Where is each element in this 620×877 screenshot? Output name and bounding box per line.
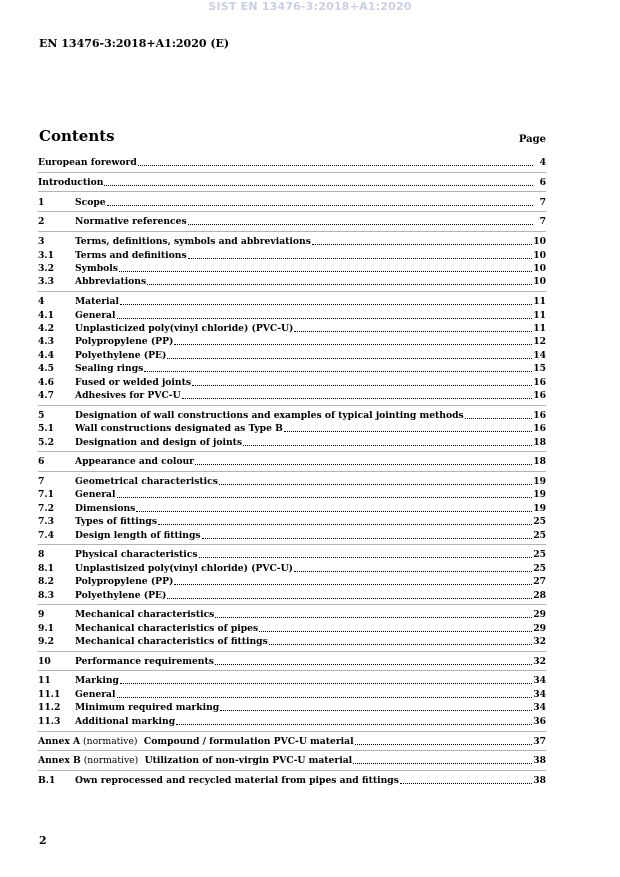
toc-entry-title-text: Design length of fittings xyxy=(75,530,201,541)
toc-entry-title-text: Minimum required marking xyxy=(75,702,220,713)
toc-entry-title xyxy=(75,377,191,388)
toc-entry[interactable] xyxy=(38,308,546,321)
toc-entry-title xyxy=(75,609,214,620)
toc-entry[interactable] xyxy=(38,408,546,421)
toc-entry-page: 25 xyxy=(533,549,546,560)
toc-entry-page: 29 xyxy=(533,623,546,634)
page-column-label: Page xyxy=(518,134,546,145)
toc-entry[interactable] xyxy=(38,673,546,686)
toc-entry-title xyxy=(75,310,116,321)
toc-entry[interactable] xyxy=(38,621,546,634)
toc-leader-dots xyxy=(199,556,533,558)
toc-separator xyxy=(38,231,546,232)
toc-separator xyxy=(38,544,546,545)
toc-entry[interactable] xyxy=(38,175,546,188)
toc-entry-page: 11 xyxy=(533,323,546,334)
toc-entry-title-text: Terms and definitions xyxy=(75,250,187,261)
toc-leader-dots xyxy=(117,317,533,319)
toc-entry-title xyxy=(75,489,116,500)
toc-entry-number: 4.3 xyxy=(38,336,54,347)
toc-entry[interactable] xyxy=(38,454,546,467)
toc-entry-number: 5.1 xyxy=(38,423,54,434)
toc-separator xyxy=(38,731,546,732)
toc-entry-title-text: Fused or welded joints xyxy=(75,377,192,388)
toc-entry-page: 25 xyxy=(533,530,546,541)
toc-entry-number: 3.3 xyxy=(38,276,54,287)
toc-entry-title xyxy=(75,675,119,686)
toc-separator xyxy=(38,670,546,671)
toc-leader-dots xyxy=(147,283,532,285)
toc-entry[interactable] xyxy=(38,773,546,786)
toc-entry[interactable] xyxy=(38,361,546,374)
toc-separator xyxy=(38,191,546,192)
toc-entry-page: 7 xyxy=(539,216,546,227)
toc-entry-title xyxy=(75,456,194,467)
toc-entry-title xyxy=(75,410,464,421)
annex-title: Compound / formulation PVC-U material xyxy=(137,736,354,747)
toc-entry-number: 2 xyxy=(38,216,45,227)
toc-entry-page: 29 xyxy=(533,609,546,620)
toc-leader-dots xyxy=(284,430,532,432)
toc-entry-page: 19 xyxy=(533,503,546,514)
toc-entry-page: 11 xyxy=(533,310,546,321)
toc-entry-title xyxy=(38,157,137,168)
toc-entry-title xyxy=(75,276,146,287)
toc-entry-title-text: European foreword xyxy=(38,157,137,168)
toc-separator xyxy=(38,451,546,452)
toc-separator xyxy=(38,211,546,212)
toc-entry[interactable] xyxy=(38,588,546,601)
toc-entry-page: 37 xyxy=(533,736,546,747)
toc-entry-title xyxy=(75,549,198,560)
toc-entry[interactable] xyxy=(38,474,546,487)
toc-entry-number: 7.3 xyxy=(38,516,54,527)
toc-entry-title xyxy=(75,656,214,667)
toc-leader-dots xyxy=(294,570,532,572)
toc-leader-dots xyxy=(120,682,532,684)
toc-entry-title-text: Unplastisized poly(vinyl chloride) (PVC-U) xyxy=(75,563,293,574)
toc-entry-title xyxy=(75,423,283,434)
toc-entry-title-text: Physical characteristics xyxy=(75,549,198,560)
toc-leader-dots xyxy=(174,583,532,585)
toc-entry-number: 3 xyxy=(38,236,45,247)
toc-entry-page: 34 xyxy=(533,675,546,686)
toc-entry-title xyxy=(75,775,399,786)
toc-entry[interactable] xyxy=(38,195,546,208)
toc-entry-number: 8.1 xyxy=(38,563,54,574)
toc-entry-title xyxy=(75,623,258,634)
toc-entry[interactable] xyxy=(38,321,546,334)
toc-entry-title xyxy=(75,702,219,713)
toc-entry-title-text: Polypropylene (PP) xyxy=(75,576,174,587)
toc-entry[interactable] xyxy=(38,700,546,713)
toc-entry-page: 4 xyxy=(539,157,546,168)
toc-entry-title-text: Annex B xyxy=(38,755,81,766)
toc-entry[interactable] xyxy=(38,155,546,168)
toc-entry[interactable] xyxy=(38,261,546,274)
toc-separator xyxy=(38,172,546,173)
toc-leader-dots xyxy=(192,384,532,386)
toc-entry-title-text: General xyxy=(75,310,116,321)
toc-entry-page: 25 xyxy=(533,516,546,527)
toc-entry-title xyxy=(38,177,103,188)
toc-entry[interactable] xyxy=(38,501,546,514)
toc-entry[interactable] xyxy=(38,435,546,448)
toc-leader-dots xyxy=(119,270,532,272)
toc-entry[interactable] xyxy=(38,654,546,667)
toc-entry[interactable] xyxy=(38,607,546,620)
toc-separator xyxy=(38,471,546,472)
toc-entry-title xyxy=(75,503,135,514)
toc-entry-title-text: Mechanical characteristics of fittings xyxy=(75,636,268,647)
toc-entry-page: 14 xyxy=(533,350,546,361)
annex-title: Utilization of non-virgin PVC-U material xyxy=(138,755,353,766)
toc-entry-title-text: Polyethylene (PE) xyxy=(75,350,167,361)
toc-leader-dots xyxy=(294,330,532,332)
toc-entry[interactable] xyxy=(38,348,546,361)
toc-entry-title xyxy=(75,236,311,247)
toc-leader-dots xyxy=(220,709,532,711)
toc-entry-page: 18 xyxy=(533,456,546,467)
toc-leader-dots xyxy=(120,303,532,305)
toc-leader-dots xyxy=(465,417,532,419)
toc-entry-title xyxy=(75,516,157,527)
toc-entry-title-text: Introduction xyxy=(38,177,104,188)
watermark: SIST EN 13476-3:2018+A1:2020 xyxy=(208,0,412,13)
toc-entry[interactable] xyxy=(38,634,546,647)
toc-entry-page: 25 xyxy=(533,563,546,574)
toc-entry-number: 4.7 xyxy=(38,390,54,401)
toc-entry-page: 27 xyxy=(533,576,546,587)
toc-separator xyxy=(38,770,546,771)
toc-entry-title xyxy=(75,197,106,208)
toc-entry-title xyxy=(75,350,166,361)
toc-entry-page: 38 xyxy=(533,755,546,766)
toc-entry-number: 4.4 xyxy=(38,350,54,361)
annex-type: (normative) xyxy=(80,736,138,747)
toc-entry[interactable] xyxy=(38,547,546,560)
toc-entry[interactable] xyxy=(38,274,546,287)
toc-entry-title-text: Annex A xyxy=(38,736,81,747)
toc-entry-title xyxy=(75,323,293,334)
toc-leader-dots xyxy=(144,370,532,372)
toc-leader-dots xyxy=(104,184,533,186)
toc-entry-title-text: Appearance and colour xyxy=(75,456,195,467)
toc-entry-title-text: Polyethylene (PE) xyxy=(75,590,167,601)
toc-entry-page: 15 xyxy=(533,363,546,374)
toc-entry[interactable] xyxy=(38,528,546,541)
toc-entry-page: 34 xyxy=(533,689,546,700)
toc-entry-title xyxy=(38,755,352,766)
toc-entry-number: 7.1 xyxy=(38,489,54,500)
toc-entry-page: 16 xyxy=(533,390,546,401)
toc-entry-page: 7 xyxy=(539,197,546,208)
toc-entry-number: 7.4 xyxy=(38,530,54,541)
toc-entry-title xyxy=(75,576,173,587)
toc-entry-number: 4.2 xyxy=(38,323,54,334)
toc-entry-title xyxy=(75,590,166,601)
toc-entry-page: 12 xyxy=(533,336,546,347)
toc-entry-title xyxy=(75,716,175,727)
toc-leader-dots xyxy=(215,616,532,618)
toc-leader-dots xyxy=(117,696,533,698)
toc-entry[interactable] xyxy=(38,214,546,227)
toc-entry-number: 9.2 xyxy=(38,636,54,647)
toc-entry-title-text: Mechanical characteristics xyxy=(75,609,215,620)
toc-entry-title-text: Dimensions xyxy=(75,503,136,514)
toc-entry[interactable] xyxy=(38,687,546,700)
toc-entry-title xyxy=(75,437,242,448)
toc-entry-number: 11.2 xyxy=(38,702,61,713)
toc-entry[interactable] xyxy=(38,234,546,247)
toc-entry-page: 32 xyxy=(533,656,546,667)
toc-entry-number: 9 xyxy=(38,609,45,620)
toc-entry-number: 4.1 xyxy=(38,310,54,321)
toc-entry-number: 10 xyxy=(38,656,51,667)
toc-leader-dots xyxy=(353,762,532,764)
toc-entry-title xyxy=(75,476,218,487)
toc-entry-page: 36 xyxy=(533,716,546,727)
toc-entry-title-text: Normative references xyxy=(75,216,187,227)
toc-leader-dots xyxy=(182,397,533,399)
toc-entry-number: 9.1 xyxy=(38,623,54,634)
contents-title: Contents xyxy=(39,127,115,145)
toc-leader-dots xyxy=(107,204,533,206)
toc-entry-page: 6 xyxy=(539,177,546,188)
toc-entry[interactable] xyxy=(38,248,546,261)
toc-entry[interactable] xyxy=(38,334,546,347)
toc-entry-title-text: Sealing rings xyxy=(75,363,144,374)
toc-entry-title xyxy=(75,363,143,374)
toc-leader-dots xyxy=(243,444,532,446)
toc-leader-dots xyxy=(215,663,532,665)
toc-leader-dots xyxy=(158,523,532,525)
toc-entry-title xyxy=(75,336,173,347)
toc-separator xyxy=(38,750,546,751)
toc-entry-title xyxy=(75,296,119,307)
toc-leader-dots xyxy=(136,510,532,512)
toc-leader-dots xyxy=(188,257,533,259)
toc-entry-title-text: Own reprocessed and recycled material from pipes and fittings xyxy=(75,775,399,786)
toc-entry-title xyxy=(75,250,187,261)
toc-entry-number: 8.3 xyxy=(38,590,54,601)
toc-leader-dots xyxy=(188,223,533,225)
toc-separator xyxy=(38,604,546,605)
toc-entry-number: 4.5 xyxy=(38,363,54,374)
toc-leader-dots xyxy=(167,597,532,599)
toc-entry-title-text: Designation and design of joints xyxy=(75,437,243,448)
toc-entry-page: 19 xyxy=(533,476,546,487)
toc-leader-dots xyxy=(138,164,533,166)
toc-entry-page: 16 xyxy=(533,423,546,434)
toc-entry-number: 4.6 xyxy=(38,377,54,388)
toc-entry-title xyxy=(75,563,293,574)
toc-entry-title xyxy=(75,263,118,274)
toc-entry-number: 8.2 xyxy=(38,576,54,587)
toc-entry[interactable] xyxy=(38,561,546,574)
toc-entry-page: 10 xyxy=(533,276,546,287)
toc-entry-title-text: Performance requirements xyxy=(75,656,214,667)
toc-entry[interactable] xyxy=(38,421,546,434)
toc-entry-number: 11.3 xyxy=(38,716,61,727)
toc-entry-title-text: Mechanical characteristics of pipes xyxy=(75,623,259,634)
table-of-contents xyxy=(38,0,546,877)
toc-entry-title xyxy=(75,689,116,700)
toc-entry-page: 16 xyxy=(533,377,546,388)
toc-entry[interactable] xyxy=(38,294,546,307)
toc-entry-title xyxy=(38,736,354,747)
toc-entry-number: 6 xyxy=(38,456,45,467)
toc-entry-page: 28 xyxy=(533,590,546,601)
toc-leader-dots xyxy=(202,537,533,539)
toc-entry-number: 11.1 xyxy=(38,689,61,700)
toc-entry-page: 11 xyxy=(533,296,546,307)
toc-entry-title xyxy=(75,636,268,647)
document-id: EN 13476-3:2018+A1:2020 (E) xyxy=(39,37,230,50)
toc-entry-page: 32 xyxy=(533,636,546,647)
toc-leader-dots xyxy=(355,743,533,745)
toc-entry-page: 10 xyxy=(533,263,546,274)
toc-entry[interactable] xyxy=(38,753,546,766)
toc-entry-title-text: Marking xyxy=(75,675,119,686)
toc-entry-title-text: Material xyxy=(75,296,119,307)
toc-entry-number: 11 xyxy=(38,675,51,686)
toc-entry-number: 4 xyxy=(38,296,45,307)
toc-entry-number: 5 xyxy=(38,410,45,421)
toc-entry-title xyxy=(75,390,181,401)
toc-entry-title-text: Wall constructions designated as Type B xyxy=(75,423,283,434)
toc-entry-title-text: Geometrical characteristics xyxy=(75,476,218,487)
toc-entry-title xyxy=(75,530,201,541)
toc-leader-dots xyxy=(219,483,532,485)
toc-entry[interactable] xyxy=(38,514,546,527)
toc-entry-title-text: Unplasticized poly(vinyl chloride) (PVC-U) xyxy=(75,323,294,334)
toc-entry[interactable] xyxy=(38,574,546,587)
toc-entry-title-text: Adhesives for PVC-U xyxy=(75,390,181,401)
toc-entry-title-text: Designation of wall constructions and examples of typical jointing methods xyxy=(75,410,464,421)
toc-entry[interactable] xyxy=(38,487,546,500)
toc-entry-title-text: Types of fittings xyxy=(75,516,158,527)
toc-leader-dots xyxy=(176,723,532,725)
toc-entry[interactable] xyxy=(38,375,546,388)
toc-entry-title-text: Additional marking xyxy=(75,716,176,727)
toc-separator xyxy=(38,651,546,652)
toc-separator xyxy=(38,405,546,406)
toc-entry-title-text: Scope xyxy=(75,197,106,208)
toc-entry-number: B.1 xyxy=(38,775,56,786)
toc-entry-title-text: Polypropylene (PP) xyxy=(75,336,174,347)
toc-entry-page: 34 xyxy=(533,702,546,713)
toc-entry-number: 7.2 xyxy=(38,503,54,514)
toc-entry-title xyxy=(75,216,187,227)
toc-entry-page: 19 xyxy=(533,489,546,500)
toc-separator xyxy=(38,291,546,292)
toc-entry-page: 38 xyxy=(533,775,546,786)
toc-entry-title-text: Abbreviations xyxy=(75,276,147,287)
toc-entry[interactable] xyxy=(38,734,546,747)
toc-entry-title-text: General xyxy=(75,689,116,700)
toc-leader-dots xyxy=(117,496,533,498)
toc-entry-page: 18 xyxy=(533,437,546,448)
toc-leader-dots xyxy=(167,357,532,359)
toc-entry-page: 10 xyxy=(533,250,546,261)
toc-leader-dots xyxy=(269,643,532,645)
toc-entry-page: 10 xyxy=(533,236,546,247)
toc-entry-number: 5.2 xyxy=(38,437,54,448)
toc-entry-number: 7 xyxy=(38,476,45,487)
toc-leader-dots xyxy=(312,243,532,245)
toc-entry-title-text: Terms, definitions, symbols and abbreviations xyxy=(75,236,311,247)
toc-leader-dots xyxy=(174,343,532,345)
toc-entry-number: 8 xyxy=(38,549,45,560)
toc-entry-number: 1 xyxy=(38,197,45,208)
page-number: 2 xyxy=(39,834,47,847)
toc-leader-dots xyxy=(259,630,532,632)
toc-leader-dots xyxy=(400,782,532,784)
toc-entry-number: 3.1 xyxy=(38,250,54,261)
annex-type: (normative) xyxy=(80,755,139,766)
toc-entry-title-text: Symbols xyxy=(75,263,118,274)
toc-entry[interactable] xyxy=(38,714,546,727)
toc-entry-page: 16 xyxy=(533,410,546,421)
toc-entry[interactable] xyxy=(38,388,546,401)
toc-entry-title-text: General xyxy=(75,489,116,500)
toc-leader-dots xyxy=(195,463,532,465)
toc-entry-number: 3.2 xyxy=(38,263,54,274)
